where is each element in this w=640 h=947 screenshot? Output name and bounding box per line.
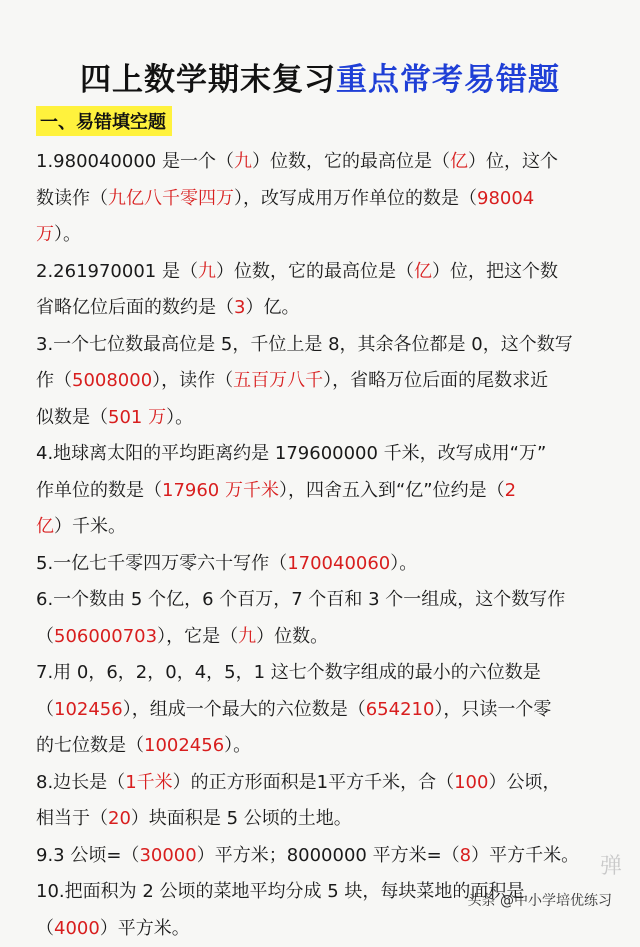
question-text: ）位数，它的最高位是（ (252, 151, 450, 172)
question-text: ）的正方形面积是1平方千米，合（ (173, 772, 454, 793)
question-text: ）位，把这个数 (432, 261, 558, 282)
page-title (0, 54, 640, 99)
question-line (36, 655, 622, 692)
answer-text: 8 (460, 845, 471, 866)
question-text: 2.261970001 是（ (36, 261, 198, 282)
question-line (36, 838, 622, 875)
question-text: ）平方米；8000000 平方米=（ (197, 845, 460, 866)
question-text: ）亿。 (245, 297, 299, 318)
question-text: 似数是（ (36, 407, 108, 428)
question-text: ）。 (224, 735, 251, 756)
question-text: ）位数，它的最高位是（ (216, 261, 414, 282)
question-text: ），改写成用万作单位的数是（ (234, 188, 477, 209)
section-heading: 一、易错填空题 (36, 106, 172, 136)
question-text: ），只读一个零 (434, 699, 551, 720)
question-text: 7.用 0，6，2，0，4，5，1 这七个数字组成的最小的六位数是 (36, 662, 541, 683)
question-text: 的七位数是（ (36, 735, 144, 756)
question-text: （ (36, 918, 54, 939)
question-item (36, 254, 622, 327)
answer-text: 5008000 (72, 370, 152, 391)
question-text: （ (36, 626, 54, 647)
question-item (36, 765, 622, 838)
answer-text: 100 (454, 772, 488, 793)
question-text: 作（ (36, 370, 72, 391)
question-line (36, 692, 622, 729)
answer-text: 3 (234, 297, 245, 318)
question-item (36, 582, 622, 655)
question-text: ）。 (54, 224, 81, 245)
answer-text: 万 (36, 224, 54, 245)
answer-text: 九 (238, 626, 256, 647)
title-part-blue: 重点常考易错题 (336, 62, 560, 98)
answer-text: 98004 (477, 188, 534, 209)
question-text: ）平方千米。 (471, 845, 579, 866)
question-item (36, 874, 622, 947)
question-text: 3.一个七位数最高位是 5，千位上是 8，其余各位都是 0，这个数写 (36, 334, 573, 355)
question-line (36, 327, 622, 364)
title-part-black: 四上数学期末复习 (80, 62, 336, 98)
question-list (36, 144, 622, 947)
answer-text: 506000703 (54, 626, 157, 647)
question-text: 10.把面积为 2 公顷的菜地平均分成 5 块，每块菜地的面积是 (36, 881, 524, 902)
question-text: 6.一个数由 5 个亿，6 个百万，7 个百和 3 个一组成，这个数写作 (36, 589, 565, 610)
question-item (36, 436, 622, 546)
question-line (36, 911, 622, 947)
question-line (36, 290, 622, 327)
answer-text: 501 万 (108, 407, 166, 428)
question-text: 5.一亿七千零四万零六十写作（ (36, 553, 287, 574)
question-line (36, 619, 622, 656)
answer-text: 102456 (54, 699, 123, 720)
answer-text: 2 (505, 480, 516, 501)
question-text: ），读作（ (152, 370, 233, 391)
question-line (36, 473, 622, 510)
question-line (36, 582, 622, 619)
answer-text: 亿 (450, 151, 468, 172)
answer-text: 五百万八千 (233, 370, 323, 391)
question-text: 作单位的数是（ (36, 480, 162, 501)
question-text: ），它是（ (157, 626, 238, 647)
question-line (36, 546, 622, 583)
question-text: ）平方米。 (100, 918, 190, 939)
question-text: 数读作（ (36, 188, 108, 209)
question-line (36, 363, 622, 400)
question-line (36, 509, 622, 546)
question-text: 4.地球离太阳的平均距离约是 179600000 千米，改写成用“万” (36, 443, 546, 464)
question-text: （ (36, 699, 54, 720)
question-text: ）公顷， (488, 772, 560, 793)
question-text: ）块面积是 5 公顷的土地。 (131, 808, 352, 829)
question-text: 省略亿位后面的数约是（ (36, 297, 234, 318)
question-line (36, 181, 622, 218)
question-text: ）千米。 (54, 516, 126, 537)
answer-text: 17960 万千米 (162, 480, 279, 501)
question-text: ），四舍五入到“亿”位约是（ (279, 480, 505, 501)
answer-text: 4000 (54, 918, 100, 939)
question-item (36, 327, 622, 437)
question-text: ），省略万位后面的尾数求近 (323, 370, 548, 391)
answer-text: 亿 (414, 261, 432, 282)
question-line (36, 217, 622, 254)
answer-text: 九 (198, 261, 216, 282)
question-text: ）。 (166, 407, 193, 428)
footer-credit: 头条 @中小学培优练习 (468, 890, 612, 910)
question-line (36, 400, 622, 437)
question-text: ）位数。 (256, 626, 328, 647)
answer-text: 30000 (139, 845, 196, 866)
question-line (36, 254, 622, 291)
answer-text: 亿 (36, 516, 54, 537)
question-item (36, 546, 622, 583)
question-line (36, 801, 622, 838)
answer-text: 654210 (366, 699, 435, 720)
question-text: 1.980040000 是一个（ (36, 151, 234, 172)
question-line (36, 765, 622, 802)
question-text: ）。 (390, 553, 417, 574)
question-text: 9.3 公顷=（ (36, 845, 139, 866)
answer-text: 20 (108, 808, 131, 829)
question-line (36, 728, 622, 765)
question-text: 相当于（ (36, 808, 108, 829)
question-text: ），组成一个最大的六位数是（ (123, 699, 366, 720)
question-item (36, 838, 622, 875)
answer-text: 1千米 (125, 772, 172, 793)
answer-text: 170040060 (287, 553, 390, 574)
question-text: 8.边长是（ (36, 772, 125, 793)
answer-text: 九 (234, 151, 252, 172)
question-item (36, 144, 622, 254)
question-text: ）位，这个 (468, 151, 558, 172)
answer-text: 九亿八千零四万 (108, 188, 234, 209)
question-item (36, 655, 622, 765)
question-line (36, 144, 622, 181)
watermark: 弹 (600, 849, 622, 880)
question-line (36, 436, 622, 473)
answer-text: 1002456 (144, 735, 224, 756)
